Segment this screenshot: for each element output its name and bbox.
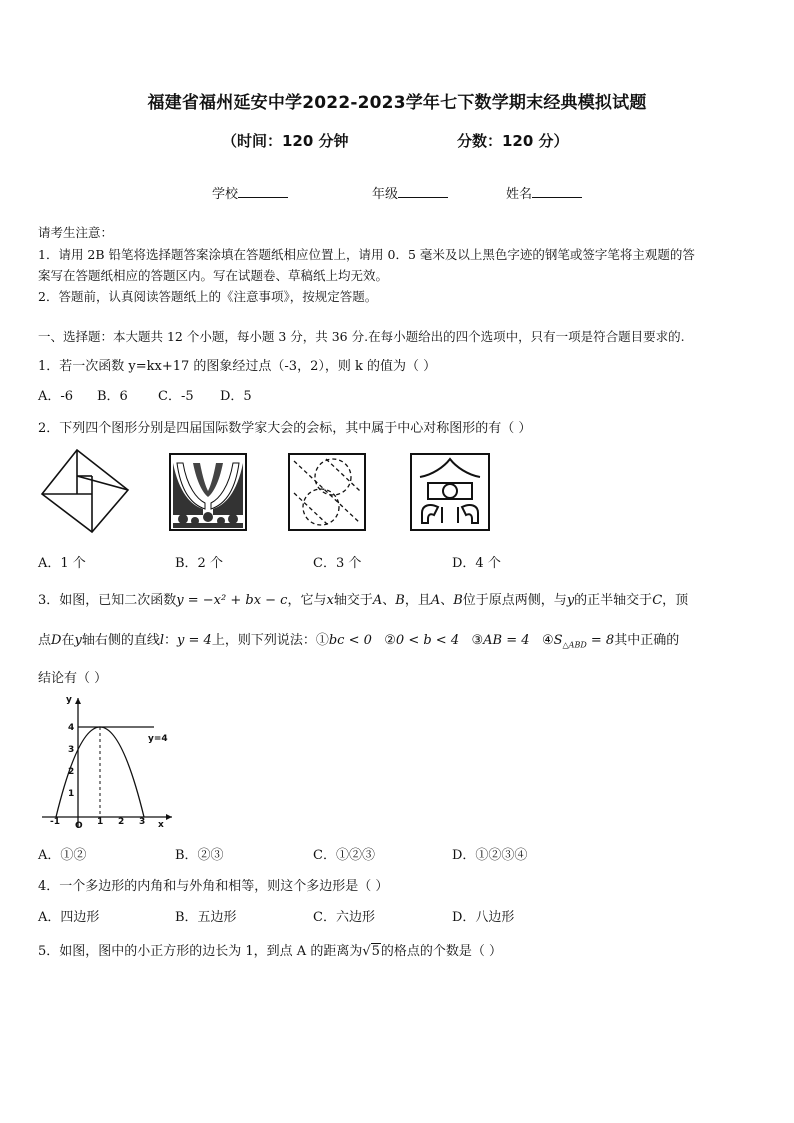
y-axis-label: y [66, 695, 72, 705]
origin-label: O [75, 821, 83, 830]
tick-y-3: 3 [68, 745, 75, 755]
q3-option-a[interactable]: A．①② [38, 848, 87, 863]
q2-option-c[interactable]: C．3 个 [313, 556, 362, 571]
question-3-line-1: 3．如图，已知二次函数y = −x² + bx − c，它与x轴交于A、B，且A、B位于原点两侧，与y的正半轴交于C，顶 [38, 593, 689, 608]
grade-label: 年级 [372, 187, 399, 202]
name-field[interactable] [506, 183, 582, 202]
tick-x-2: 2 [118, 817, 125, 827]
q1-option-a[interactable]: A．-6 [38, 389, 74, 404]
question-3-line-3: 结论有（ ） [38, 671, 108, 686]
x-axis-label: x [158, 820, 164, 830]
notice-line-1b: 案写在答题纸相应的答题区内。写在试题卷、草稿纸上均无效。 [38, 268, 389, 283]
exam-time: （时间：120 分钟 [222, 132, 349, 150]
question-1: 1．若一次函数 y=kx+17 的图象经过点（-3，2），则 k 的值为（ ） [38, 359, 437, 374]
q1-option-d[interactable]: D．5 [220, 389, 252, 404]
question-5: 5．如图，图中的小正方形的边长为 1，到点 A 的距离为√5的格点的个数是（ ） [38, 944, 503, 959]
question-2: 2．下列四个图形分别是四届国际数学家大会的会标，其中属于中心对称图形的有（ ） [38, 421, 532, 436]
q2-option-a[interactable]: A．1 个 [38, 556, 86, 571]
q3-option-c[interactable]: C．①②③ [313, 848, 375, 863]
tick-y-2: 2 [68, 767, 75, 777]
tick-x-1: 1 [97, 817, 104, 827]
logo-figure-1 [40, 448, 130, 534]
notice-line-1: 1．请用 2B 铅笔将选择题答案涂填在答题纸相应位置上，请用 0．5 毫米及以上黑色字迹的钢笔或签字笔将主观题的答 [38, 247, 695, 262]
tick-x-neg1: -1 [50, 817, 60, 827]
q4-option-d[interactable]: D．八边形 [452, 910, 515, 925]
section-heading: 一、选择题：本大题共 12 个小题，每小题 3 分，共 36 分.在每小题给出的四个选项中，只有一项是符合题目要求的. [38, 329, 685, 344]
question-3-line-2: 点D在y轴右侧的直线l：y = 4上，则下列说法：①bc < 0 ②0 < b < 4 ③AB = 4 $④S_{\triangle ABD} = 8$其中正确的 [38, 633, 680, 650]
notice-heading: 请考生注意： [38, 225, 114, 240]
school-field[interactable] [212, 183, 288, 202]
q4-option-c[interactable]: C．六边形 [313, 910, 375, 925]
grade-field[interactable] [372, 183, 448, 202]
q2-option-d[interactable]: D．4 个 [452, 556, 501, 571]
line-label: y=4 [148, 734, 168, 744]
q3-option-d[interactable]: D．①②③④ [452, 848, 528, 863]
q2-option-b[interactable]: B．2 个 [175, 556, 223, 571]
notice-line-2: 2．答题前，认真阅读答题纸上的《注意事项》，按规定答题。 [38, 289, 378, 304]
q4-option-b[interactable]: B．五边形 [175, 910, 237, 925]
q3-option-b[interactable]: B．②③ [175, 848, 224, 863]
q4-option-a[interactable]: A．四边形 [38, 910, 100, 925]
logo-figure-3 [288, 453, 366, 531]
tick-y-1: 1 [68, 789, 75, 799]
question-4: 4．一个多边形的内角和与外角和相等，则这个多边形是（ ） [38, 879, 389, 894]
tick-y-4: 4 [68, 723, 75, 733]
logo-figure-4 [410, 453, 490, 531]
logo-figure-2 [169, 453, 247, 531]
name-label: 姓名 [506, 187, 533, 202]
q3-parabola-graph [40, 690, 180, 830]
school-label: 学校 [212, 187, 239, 202]
tick-x-3: 3 [139, 817, 146, 827]
exam-score: 分数：120 分） [457, 132, 569, 150]
q1-option-c[interactable]: C．-5 [158, 389, 194, 404]
page-title: 福建省福州延安中学2022-2023学年七下数学期末经典模拟试题 [147, 93, 647, 113]
q1-option-b[interactable]: B．6 [97, 389, 128, 404]
